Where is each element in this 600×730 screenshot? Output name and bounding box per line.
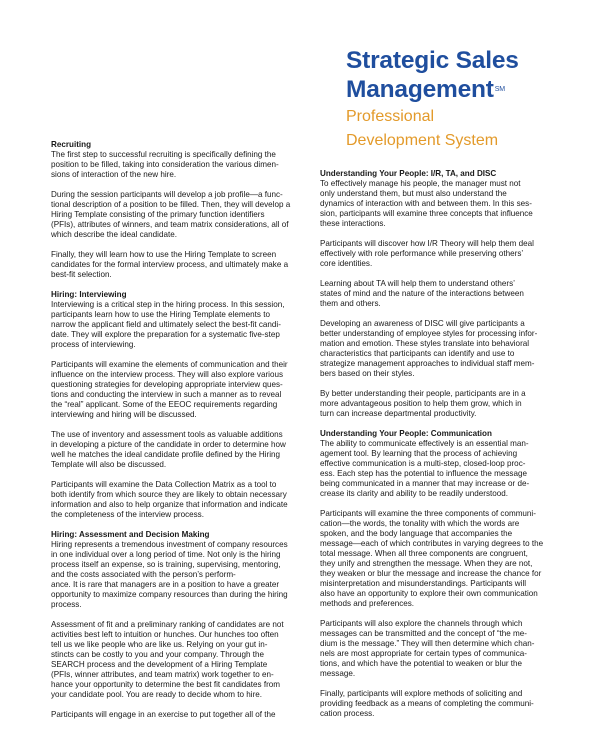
title-line-2	[346, 75, 596, 104]
interviewing-paragraph-2: Participants will examine the elements of communication and their influence on the interview process. They will also explore various questioning strategies for developing appropriate interview ques- tions and conducting the interview in such a manner as to reveal the “real” applicant. Some of the EEOC requirements regarding interviewing and hiring will be discussed.	[51, 360, 288, 419]
communication-paragraph-1: The ability to communicate effectively is an essential man- agement tool. By learning that the process of achieving effective communication is a multi-step, closed-loop proc- ess. Each step has the potential to influence the message being communicated in a manner that may increase or de- crease its clarity and ability to be readily understood.	[320, 439, 530, 498]
assessment-paragraph-2: Assessment of fit and a preliminary ranking of candidates are not activities best left to intuition or hunches. Our hunches too often tell us we like people who are like us. Relying on your gut in- stincts can be costly to you and your company. Through the SEARCH process and the development of a Hiring Template (PFIs, winner attributes, and team matrix) work together to en- hance your opportunity to determine the best fit candidates from your candidate pool. You are ready to decide whom to hire.	[51, 620, 284, 699]
ir-heading: Understanding Your People: I/R, TA, and DISC	[320, 169, 497, 178]
recruiting-paragraph-2: During the session participants will develop a job profile—a func- tional description of a position to be filled. Then, they will develop a Hiring Template consisting of the primary function identifiers (PFIs), attributes of winners, and team matrix considerations, all of which describe the ideal candidate.	[51, 190, 291, 239]
title-line-2-text: Management	[346, 76, 494, 103]
recruiting-paragraph-1: The first step to successful recruiting is specifically defining the position to be filled, taking into consideration the various dimen- sions of interaction of the new hire.	[51, 150, 279, 179]
ir-paragraph-4: Developing an awareness of DISC will give participants a better understanding of employee styles for processing infor- mation and emotion. These styles translate into behavioral characteristics that participants can identify and use to strategize management approaches to individual staff mem- bers based on their styles.	[320, 319, 538, 378]
left-column	[51, 140, 294, 730]
subtitle-line-1: Professional	[346, 108, 435, 125]
interviewing-paragraph-4: Participants will examine the Data Collection Matrix as a tool to both identify from which source they are likely to obtain necessary information and also to help organize that information and indicate the completeness of the interview process.	[51, 480, 288, 519]
title-line-1: Strategic Sales	[346, 47, 519, 74]
ir-paragraph-1: To effectively manage his people, the manager must not only understand them, but must also understand the dynamics of interaction with and between them. In this ses- sion, participants will examine three concepts that influence these interactions.	[320, 179, 533, 228]
communication-paragraph-2: Participants will examine the three components of communi- cation—the words, the tonality with which the words are spoken, and the body language that accompanies the message—each of which contributes in varying degrees to the total message. When all three components are congruent, they unify and strengthen the message. When they are not, they weaken or blur the message and increase the chance for misinterpretation and misunderstandings. Participants will also have an opportunity to explore their own communication methods and preferences.	[320, 509, 544, 608]
assessment-paragraph-1: Hiring represents a tremendous investment of company resources in one individual over a long period of time. Not only is the hiring process itself an expense, so is training, supervising, mentoring, and the costs associated with the person’s perform- ance. It is rare that managers are in a position to have a greater opportunity to maximize company resources than during the hiring process.	[51, 540, 288, 609]
interviewing-paragraph-1: Interviewing is a critical step in the hiring process. In this session, participants learn how to use the Hiring Template elements to narrow the applicant field and ultimately select the best-fit candi- date. They will explore the preparation for a systematic five-step process of interviewing.	[51, 300, 285, 349]
subtitle-line-2: Development System	[346, 132, 499, 149]
communication-paragraph-4: Finally, participants will explore methods of soliciting and providing feedback as a means of completing the communi- cation process.	[320, 689, 534, 718]
interviewing-paragraph-3: The use of inventory and assessment tools as valuable additions in developing a picture of the candidate in order to determine how well he matches the ideal candidate profile defined by the Hiring Template will also be discussed.	[51, 430, 286, 469]
ir-paragraph-3: Learning about TA will help them to understand others’ states of mind and the nature of the interactions between them and others.	[320, 279, 524, 308]
service-mark: SM	[494, 86, 505, 93]
communication-heading: Understanding Your People: Communication	[320, 429, 492, 438]
interviewing-heading: Hiring: Interviewing	[51, 290, 127, 299]
communication-paragraph-3: Participants will also explore the channels through which messages can be transmitted and the concept of “the me- dium is the message.” They will then determine which chan- nels are most appropriate for certain types of communica- tions, and which have the potential to weaken or blur the message.	[320, 619, 535, 678]
recruiting-heading: Recruiting	[51, 140, 92, 149]
recruiting-paragraph-3: Finally, they will learn how to use the Hiring Template to screen candidates for the formal interview process, and ultimately make a best-fit selection.	[51, 250, 289, 279]
assessment-paragraph-3: Participants will engage in an exercise to put together all of the	[51, 710, 276, 719]
right-column	[320, 169, 563, 729]
ir-paragraph-2: Participants will discover how I/R Theory will help them deal effectively with role performance while preserving others’ core identities.	[320, 239, 534, 268]
title-block	[346, 46, 596, 152]
assessment-heading: Hiring: Assessment and Decision Making	[51, 530, 210, 539]
ir-paragraph-5: By better understanding their people, participants are in a more advantageous position to help them grow, which in turn can increase departmental productivity.	[320, 389, 526, 418]
